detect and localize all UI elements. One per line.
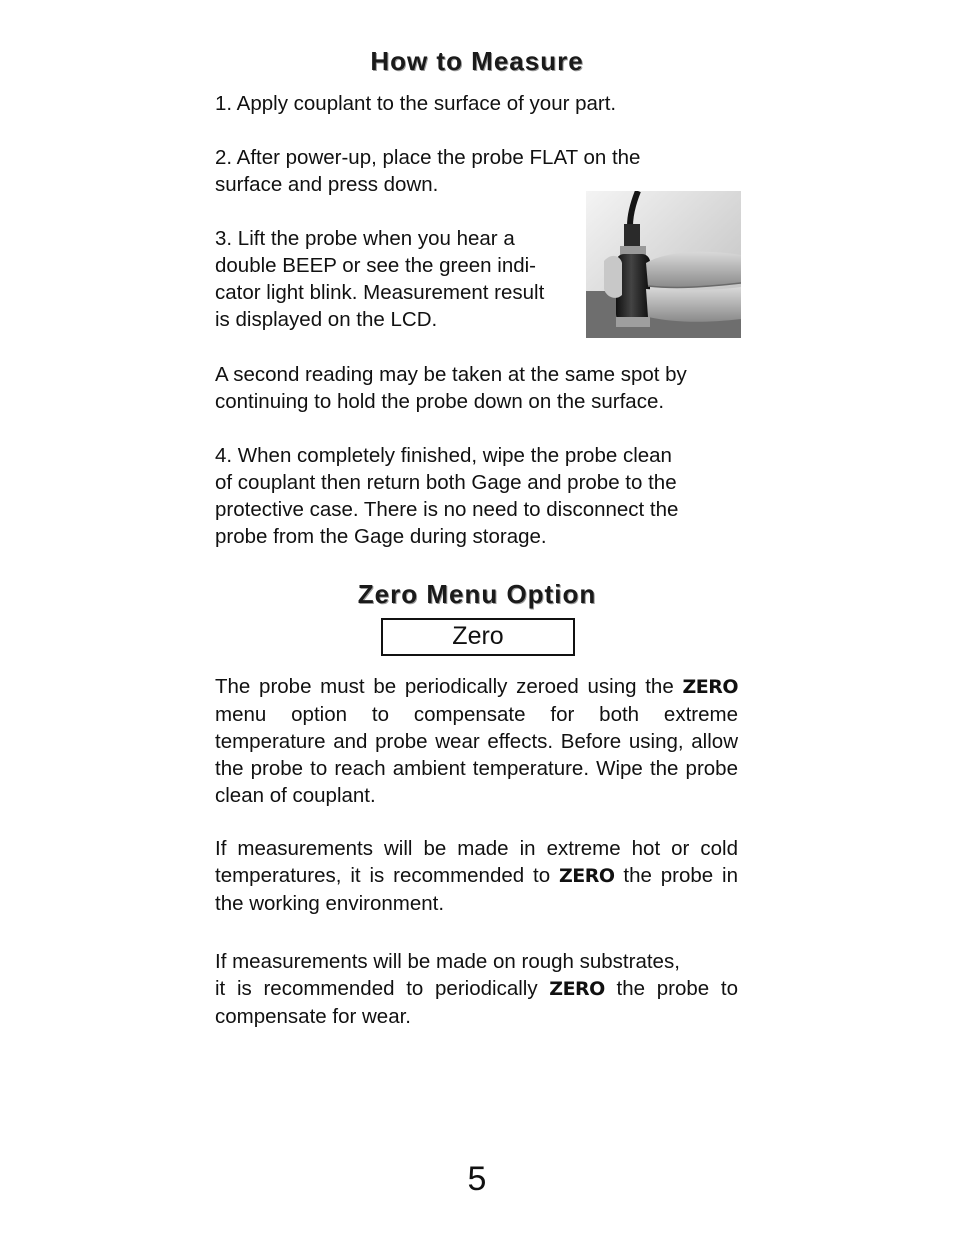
step-2-line-1: 2. After power-up, place the probe FLAT on the [215,146,641,169]
page-number: 5 [467,1160,487,1198]
step-3-line-4: is displayed on the LCD. [215,308,438,331]
step-3-line-2: double BEEP or see the green indi- [215,254,537,277]
probe-photo [586,191,741,338]
p2-text-after: the probe in the working environment. [215,864,739,915]
zero-keyword: ZERO [549,978,605,1000]
p3-text-after: the probe to compensate for wear. [215,977,738,1028]
step-3-line-1: 3. Lift the probe when you hear a [215,227,515,250]
p1-text-after: menu option to compensate for both extreme temperature and probe wear effects. Before using, allow the probe to reach ambient temperature. Wipe the probe clean of couplant. [215,703,738,807]
step-4-line-2: of couplant then return both Gage and probe to the [215,471,677,494]
step-4-line-1: 4. When completely finished, wipe the probe clean [215,444,672,467]
p2-text-before: If measurements will be made in extreme hot or cold temperatures, it is recommended to [215,837,738,887]
second-reading-note [215,361,687,415]
step-3 [215,225,544,333]
step-2-line-2: surface and press down. [215,173,439,196]
step-2 [215,144,640,198]
zero-menu-display: Zero [381,618,575,656]
zero-paragraph-2 [215,835,738,917]
step-4 [215,442,678,550]
how-to-measure-heading: How to Measure [370,46,584,76]
zero-keyword: ZERO [558,865,615,887]
step-4-line-3: protective case. There is no need to disconnect the [215,498,679,521]
p3-line-1: If measurements will be made on rough substrates, [215,950,680,973]
step-4-line-4: probe from the Gage during storage. [215,525,547,548]
step-1: 1. Apply couplant to the surface of your part. [215,92,617,115]
p3-text-before: it is recommended to periodically [215,977,550,1000]
zero-keyword: ZERO [682,676,738,698]
zero-paragraph-3 [215,948,738,1030]
zero-menu-option-heading: Zero Menu Option [357,579,597,609]
p1-text-before: The probe must be periodically zeroed using the [215,675,674,698]
note-line-1: A second reading may be taken at the same spot by [215,363,687,386]
zero-paragraph-1 [215,673,738,809]
probe-in-hand-image [586,191,741,338]
note-line-2: continuing to hold the probe down on the surface. [215,390,665,413]
step-3-line-3: cator light blink. Measurement result [215,281,545,304]
